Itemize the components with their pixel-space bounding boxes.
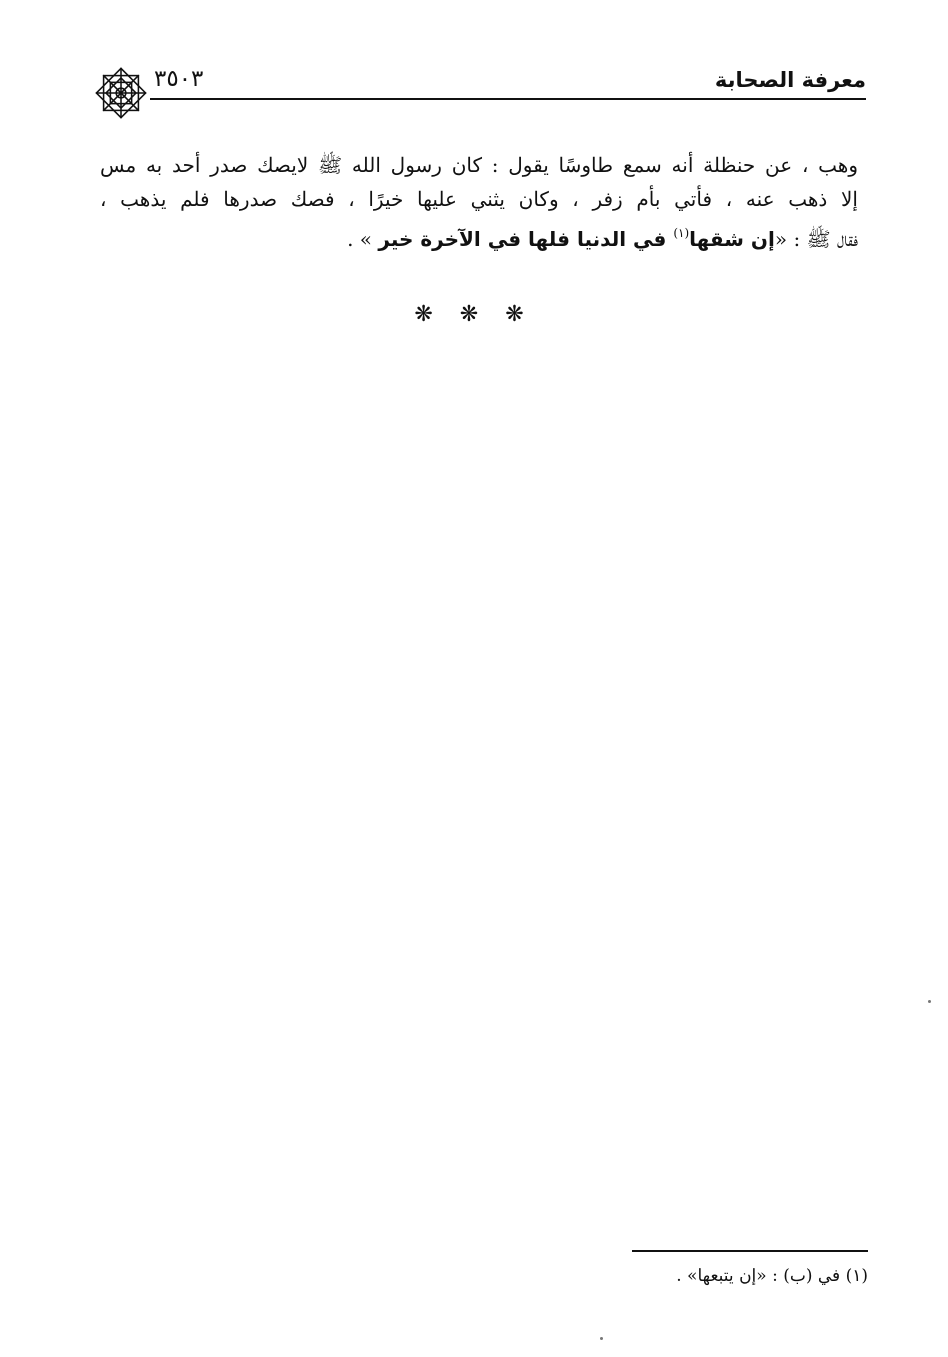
- footnote-rule: [632, 1250, 868, 1252]
- text-line-2: إلا ذهب عنه ، فأتي بأم زفر ، وكان يثني عليها خيرًا ، فصك صدرها فلم يذهب ،: [100, 187, 858, 211]
- section-separator: ❋ ❋ ❋: [414, 302, 534, 327]
- footnote: (١) في (ب) : «إن يتبعها» .: [676, 1266, 868, 1286]
- scan-speck: [600, 1337, 603, 1340]
- page-number: ٣٥٠٣: [154, 66, 204, 92]
- quote-close: » .: [347, 227, 379, 251]
- header-rule: [150, 98, 866, 100]
- octagram-ornament-icon: [92, 64, 150, 122]
- page-header: [92, 58, 866, 108]
- text-line-1: وهب ، عن حنظلة أنه سمع طاوسًا يقول : كان رسول الله ﷺ لايصك صدر أحد به مس: [100, 153, 858, 177]
- text-line-3: [100, 216, 858, 250]
- book-title: معرفة الصحابة: [714, 68, 866, 92]
- hadith-quote-part-2: في الدنيا فلها في الآخرة خير: [378, 227, 674, 251]
- quote-intro: فقال ﷺ : «: [774, 227, 858, 251]
- scan-speck: [928, 1000, 931, 1003]
- footnote-reference: (١): [673, 226, 690, 240]
- hadith-quote-part-1: إن شقها: [689, 227, 775, 251]
- main-text: [100, 148, 858, 250]
